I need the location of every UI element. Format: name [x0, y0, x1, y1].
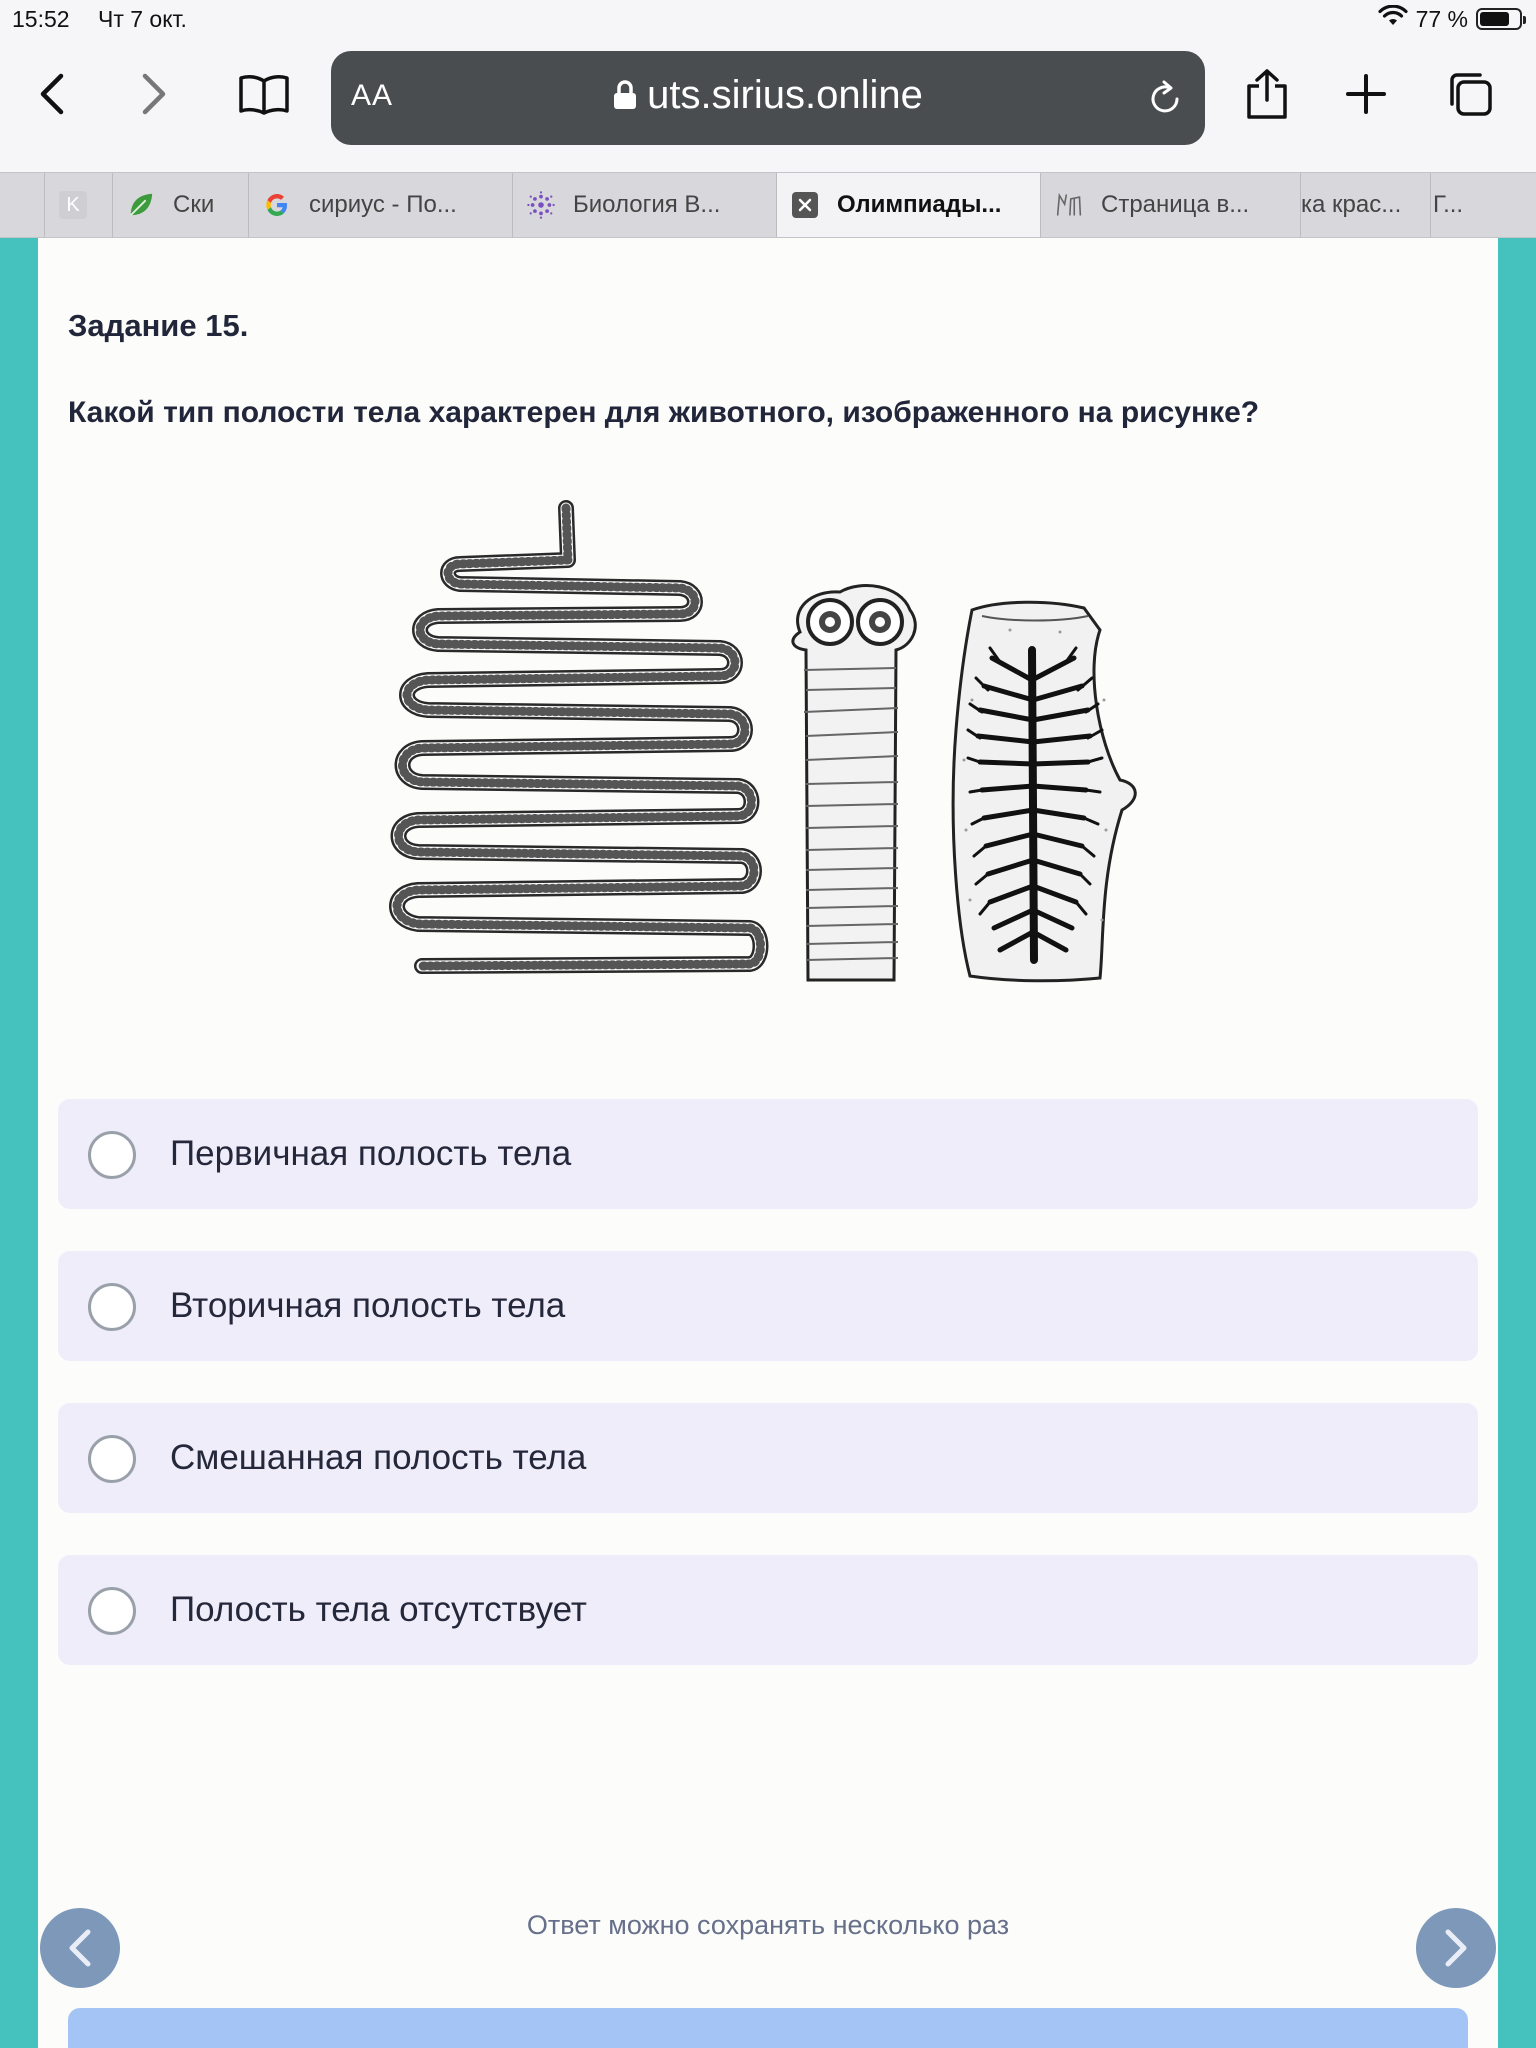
battery-percent: 77 % — [1415, 5, 1468, 32]
question-illustration — [360, 500, 1170, 1000]
battery-icon — [1476, 8, 1522, 30]
url-text: uts.sirius.online — [647, 73, 923, 117]
status-indicators — [1378, 5, 1522, 33]
answer-option-3[interactable] — [58, 1403, 1478, 1513]
tab-label: Биология В... — [573, 191, 721, 218]
text-size-label: AA — [351, 79, 394, 112]
tab-k[interactable] — [44, 173, 112, 237]
answer-label: Полость тела отсутствует — [170, 1590, 587, 1629]
radio-button[interactable] — [88, 1587, 136, 1635]
tab-more[interactable] — [1430, 173, 1490, 237]
lock-icon — [613, 75, 637, 120]
wifi-icon — [1378, 5, 1408, 33]
answer-option-2[interactable] — [58, 1251, 1478, 1361]
bookmarks-button[interactable] — [232, 62, 296, 126]
chevron-right-icon — [139, 73, 169, 115]
tab-label: Олимпиады... — [837, 191, 1002, 218]
save-hint: Ответ можно сохранять несколько раз — [526, 1910, 1010, 1940]
chevron-right-icon — [1442, 1928, 1470, 1968]
plus-icon — [1346, 74, 1386, 114]
tapeworm-scolex — [793, 586, 915, 980]
answer-option-4[interactable] — [58, 1555, 1478, 1665]
tab-page[interactable] — [1040, 173, 1300, 237]
sketch-icon — [1055, 191, 1083, 219]
battery-level — [1480, 12, 1509, 26]
radio-button[interactable] — [88, 1283, 136, 1331]
close-icon[interactable] — [791, 191, 819, 219]
tab-biology[interactable] — [512, 173, 776, 237]
tab-label: ка крас... — [1301, 191, 1402, 218]
tab-label: сириус - По... — [309, 191, 457, 218]
previous-task-button[interactable] — [40, 1908, 120, 1988]
status-time: 15:52 — [12, 6, 70, 32]
share-button[interactable] — [1235, 62, 1299, 126]
next-task-button[interactable] — [1416, 1908, 1496, 1988]
tab-google-search[interactable] — [248, 173, 512, 237]
tabs-overview-button[interactable] — [1438, 62, 1502, 126]
url-display[interactable] — [331, 73, 1205, 120]
radio-button[interactable] — [88, 1435, 136, 1483]
google-icon — [263, 191, 291, 219]
answer-label: Первичная полость тела — [170, 1134, 572, 1173]
tab-label: Страница в... — [1101, 191, 1250, 218]
leaf-icon — [127, 191, 155, 219]
question-text: Какой тип полости тела характерен для животного, изображенного на рисунке? — [68, 396, 1260, 429]
tab-ski[interactable] — [112, 173, 248, 237]
browser-toolbar — [0, 40, 1536, 172]
address-bar[interactable] — [331, 51, 1205, 145]
dots-icon — [527, 191, 555, 219]
forward-button[interactable] — [122, 62, 186, 126]
answer-label: Смешанная полость тела — [170, 1438, 587, 1477]
new-tab-button[interactable] — [1334, 62, 1398, 126]
tapeworm-body — [397, 508, 761, 966]
tab-olympiads[interactable] — [776, 173, 1040, 237]
back-button[interactable] — [20, 62, 84, 126]
tab-label: Г... — [1433, 191, 1464, 218]
radio-button[interactable] — [88, 1131, 136, 1179]
tapeworm-drawing — [360, 500, 1170, 1000]
k-icon: K — [59, 191, 87, 219]
tab-krasnoyarsk[interactable] — [1300, 173, 1430, 237]
save-answer-button[interactable] — [68, 2008, 1468, 2048]
reload-icon[interactable] — [1147, 79, 1183, 122]
tapeworm-proglottid — [953, 602, 1135, 981]
chevron-left-icon — [37, 73, 67, 115]
book-icon — [238, 73, 290, 115]
task-title: Задание 15. — [68, 308, 249, 343]
answer-option-1[interactable] — [58, 1099, 1478, 1209]
status-date: Чт 7 окт. — [98, 6, 187, 32]
chevron-left-icon — [66, 1928, 94, 1968]
share-icon — [1245, 68, 1289, 120]
answer-label: Вторичная полость тела — [170, 1286, 566, 1325]
status-bar — [0, 0, 1536, 40]
tab-strip — [0, 172, 1536, 238]
tabs-icon — [1446, 70, 1494, 118]
tab-label: Ски — [173, 191, 215, 218]
